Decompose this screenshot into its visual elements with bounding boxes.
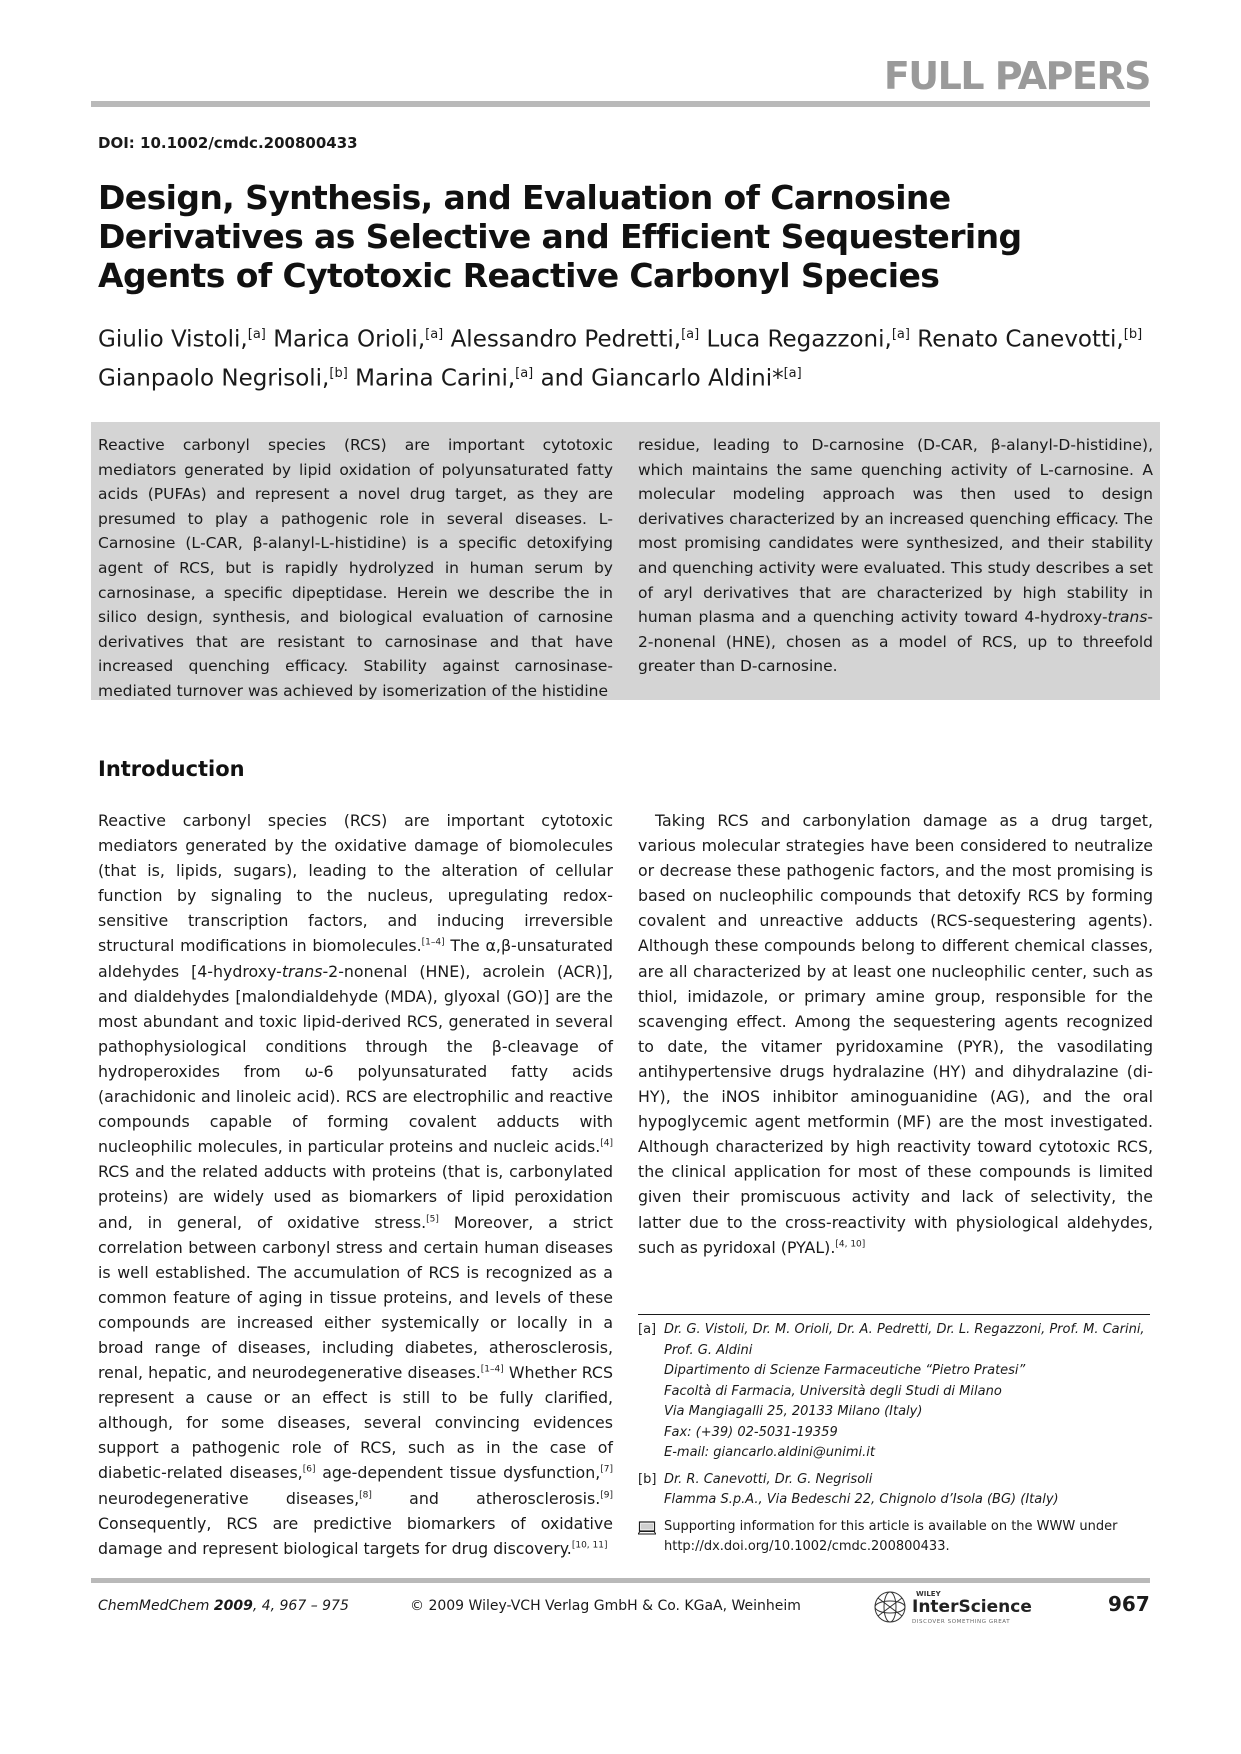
footnote-key-b: [b] — [638, 1471, 657, 1487]
citation[interactable]: [6] — [302, 1465, 316, 1476]
footnote-b — [638, 1470, 1158, 1511]
footnote-line: Via Mangiagalli 25, 20133 Milano (Italy) — [664, 1404, 923, 1419]
author-name: Marica Orioli, — [273, 326, 426, 353]
supporting-info-line: Supporting information for this article is available on the WWW under — [664, 1518, 1118, 1534]
author-name: and Giancarlo Aldini* — [540, 365, 784, 392]
author-name: Giulio Vistoli, — [98, 326, 248, 353]
footnote-line: Prof. G. Aldini — [664, 1342, 753, 1358]
citation[interactable]: [4, 10] — [835, 1239, 866, 1250]
author-affiliation: [a] — [783, 365, 802, 381]
author-name: Alessandro Pedretti, — [450, 326, 682, 353]
intro-column-right: Taking RCS and carbonylation damage as a drug target, various molecular strategies have been considered to neutralize or decrease these pathogenic factors, and the most promising is based on nucleophilic compounds that detoxify RCS by forming covalent and unreactive adducts (RCS-sequestering agents). Although these compounds belong to different chemical classes, are all characterized by at least one nucleophilic center, such as thiol, imidazole, or primary amine group, responsible for the scavenging effect. Among the sequestering agents recognized to date, the vitamer pyridoxamine (PYR), the vasodilating antihypertensive drugs hydralazine (HY) and dihydralazine (di-HY), the iNOS inhibitor aminoguanidine (AG), and the oral hypoglycemic agent metformin (MF) are the most investigated. Although characterized by high reactivity toward cytotoxic RCS, the clinical application for most of these compounds is limited given their promiscuous activity and lack of selectivity, the latter due to the cross-reactivity with physiological aldehydes, such as pyridoxal (PYAL).[4, 10] — [638, 811, 1153, 1257]
computer-icon — [638, 1521, 656, 1535]
top-rule — [91, 101, 1150, 107]
footnote-line: Facoltà di Farmacia, Università degli Studi di Milano — [664, 1383, 1002, 1399]
author-name: Renato Canevotti, — [917, 326, 1124, 353]
supporting-info-note — [638, 1517, 1158, 1558]
citation[interactable]: [7] — [600, 1465, 614, 1476]
footnote-line: Dipartimento di Scienze Farmaceutiche “Pietro Pratesi” — [664, 1363, 1026, 1378]
footnote-a — [638, 1320, 1158, 1464]
author-affiliation: [b] — [1123, 327, 1143, 342]
article-title: Design, Synthesis, and Evaluation of Carnosine Derivatives as Selective and Efficient Sequestering Agents of Cytotoxic Reactive Carbonyl Species — [98, 178, 1022, 295]
author-affiliation: [a] — [681, 327, 700, 342]
page-number: 967 — [1108, 1592, 1150, 1616]
author-affiliation: [a] — [515, 365, 534, 381]
footnote-rule — [638, 1314, 1150, 1315]
logo-wiley-text: WILEY — [916, 1590, 941, 1598]
intro-column-left: Reactive carbonyl species (RCS) are important cytotoxic mediators generated by the oxidative damage of biomolecules (that is, lipids, sugars), leading to the alteration of cellular function by signaling to the nucleus, upregulating redox-sensitive transcription factors, and inducing irreversible structural modifications in biomolecules.[1–4] The α,β-unsaturated aldehydes [4-hydroxy-trans-2-nonenal (HNE), acrolein (ACR)], and dialdehydes [malondialdehyde (MDA), glyoxal (GO)] are the most abundant and toxic lipid-derived RCS, generated in several pathophysiological conditions through the β-cleavage of hydroperoxides from ω-6 polyunsaturated fatty acids (arachidonic and linoleic acid). RCS are electrophilic and reactive compounds capable of forming covalent adducts with nucleophilic molecules, in particular proteins and nucleic acids.[4] RCS and the related adducts with proteins (that is, carbonylated proteins) are widely used as biomarkers of lipid peroxidation and, in general, of oxidative stress.[5] Moreover, a strict correlation between carbonyl stress and certain human diseases is well established. The accumulation of RCS is recognized as a common feature of aging in tissue proteins, and levels of these compounds are increased either systemically or locally in a broad range of diseases, including diabetes, atherosclerosis, renal, hepatic, and neurodegenerative diseases.[1–4] Whether RCS represent a cause or an effect is still to be fully clarified, although, for some diseases, several convincing evidences support a pathogenic role of RCS, such as in the case of diabetic-related diseases,[6] age-dependent tissue dysfunction,[7] neurodegenerative diseases,[8] and atherosclerosis.[9] Consequently, RCS are predictive biomarkers of oxidative damage and represent biological targets for drug discovery.[10, 11] — [98, 811, 614, 1558]
supporting-info-line[interactable]: http://dx.doi.org/10.1002/cmdc.200800433. — [664, 1539, 950, 1554]
citation[interactable]: [1–4] — [480, 1364, 504, 1375]
author-affiliation: [a] — [891, 327, 910, 342]
footnote-line: Fax: (+39) 02-5031-19359 — [664, 1424, 838, 1440]
citation[interactable]: [1–4] — [421, 938, 445, 949]
author-affiliation: [a] — [425, 327, 444, 342]
footnote-line: Dr. R. Canevotti, Dr. G. Negrisoli — [664, 1471, 873, 1487]
author-name: Luca Regazzoni, — [706, 326, 892, 353]
logo-main-text: InterScience — [912, 1597, 1032, 1617]
bottom-rule — [91, 1578, 1150, 1583]
citation[interactable]: [10, 11] — [571, 1540, 608, 1551]
footer-copyright: © 2009 Wiley-VCH Verlag GmbH & Co. KGaA, Weinheim — [410, 1598, 801, 1614]
footnote-line[interactable]: E-mail: giancarlo.aldini@unimi.it — [664, 1445, 875, 1460]
footnote-line: Flamma S.p.A., Via Bedeschi 22, Chignolo d’Isola (BG) (Italy) — [664, 1492, 1059, 1507]
citation[interactable]: [8] — [359, 1490, 372, 1501]
footnote-key-a: [a] — [638, 1322, 657, 1337]
abstract-left-text: Reactive carbonyl species (RCS) are important cytotoxic mediators generated by lipid oxidation of polyunsaturated fatty acids (PUFAs) and represent a novel drug target, as they are presumed to play a pathogenic role in several diseases. L-Carnosine (L-CAR, β-alanyl-L-histidine) is a specific detoxifying agent of RCS, but is rapidly hydrolyzed in human serum by carnosinase, a specific dipeptidase. Herein we describe the in silico design, synthesis, and biological evaluation of carnosine derivatives that are resistant to carnosinase and that have increased quenching efficacy. Stability against carnosinase-mediated turnover was achieved by isomerization of the histidine — [98, 436, 614, 700]
footnote-line: Dr. G. Vistoli, Dr. M. Orioli, Dr. A. Pedretti, Dr. L. Regazzoni, Prof. M. Carini, — [664, 1322, 1145, 1337]
interscience-logo[interactable] — [872, 1586, 1052, 1628]
author-affiliation: [b] — [329, 365, 348, 381]
section-tag: FULL PAPERS — [883, 54, 1150, 98]
author-list — [98, 318, 1158, 395]
logo-tagline-text: DISCOVER SOMETHING GREAT — [912, 1619, 1011, 1625]
citation[interactable]: [9] — [600, 1490, 613, 1501]
footnotes — [638, 1320, 1158, 1564]
citation[interactable]: [5] — [426, 1214, 439, 1225]
citation[interactable]: [4] — [600, 1138, 613, 1149]
author-name: Marina Carini, — [355, 365, 516, 392]
abstract-right-text: residue, leading to D-carnosine (D-CAR, β-alanyl-D-histidine), which maintains the same quenching activity of L-carnosine. A molecular modeling approach was then used to design derivatives characterized by an increased quenching efficacy. The most promising candidates were synthesized, and their stability and quenching activity were evaluated. This study describes a set of aryl derivatives that are characterized by high stability in human plasma and a quenching activity toward 4-hydroxy-trans-2-nonenal (HNE), chosen as a model of RCS, up to threefold greater than D-carnosine. — [638, 436, 1153, 676]
section-heading-introduction: Introduction — [98, 757, 245, 781]
author-affiliation: [a] — [247, 327, 266, 342]
footer-citation: ChemMedChem 2009, 4, 967 – 975 — [98, 1598, 349, 1614]
author-name: Gianpaolo Negrisoli, — [98, 365, 330, 392]
doi[interactable]: DOI: 10.1002/cmdc.200800433 — [98, 134, 358, 152]
small-caps-L: L — [598, 509, 608, 528]
